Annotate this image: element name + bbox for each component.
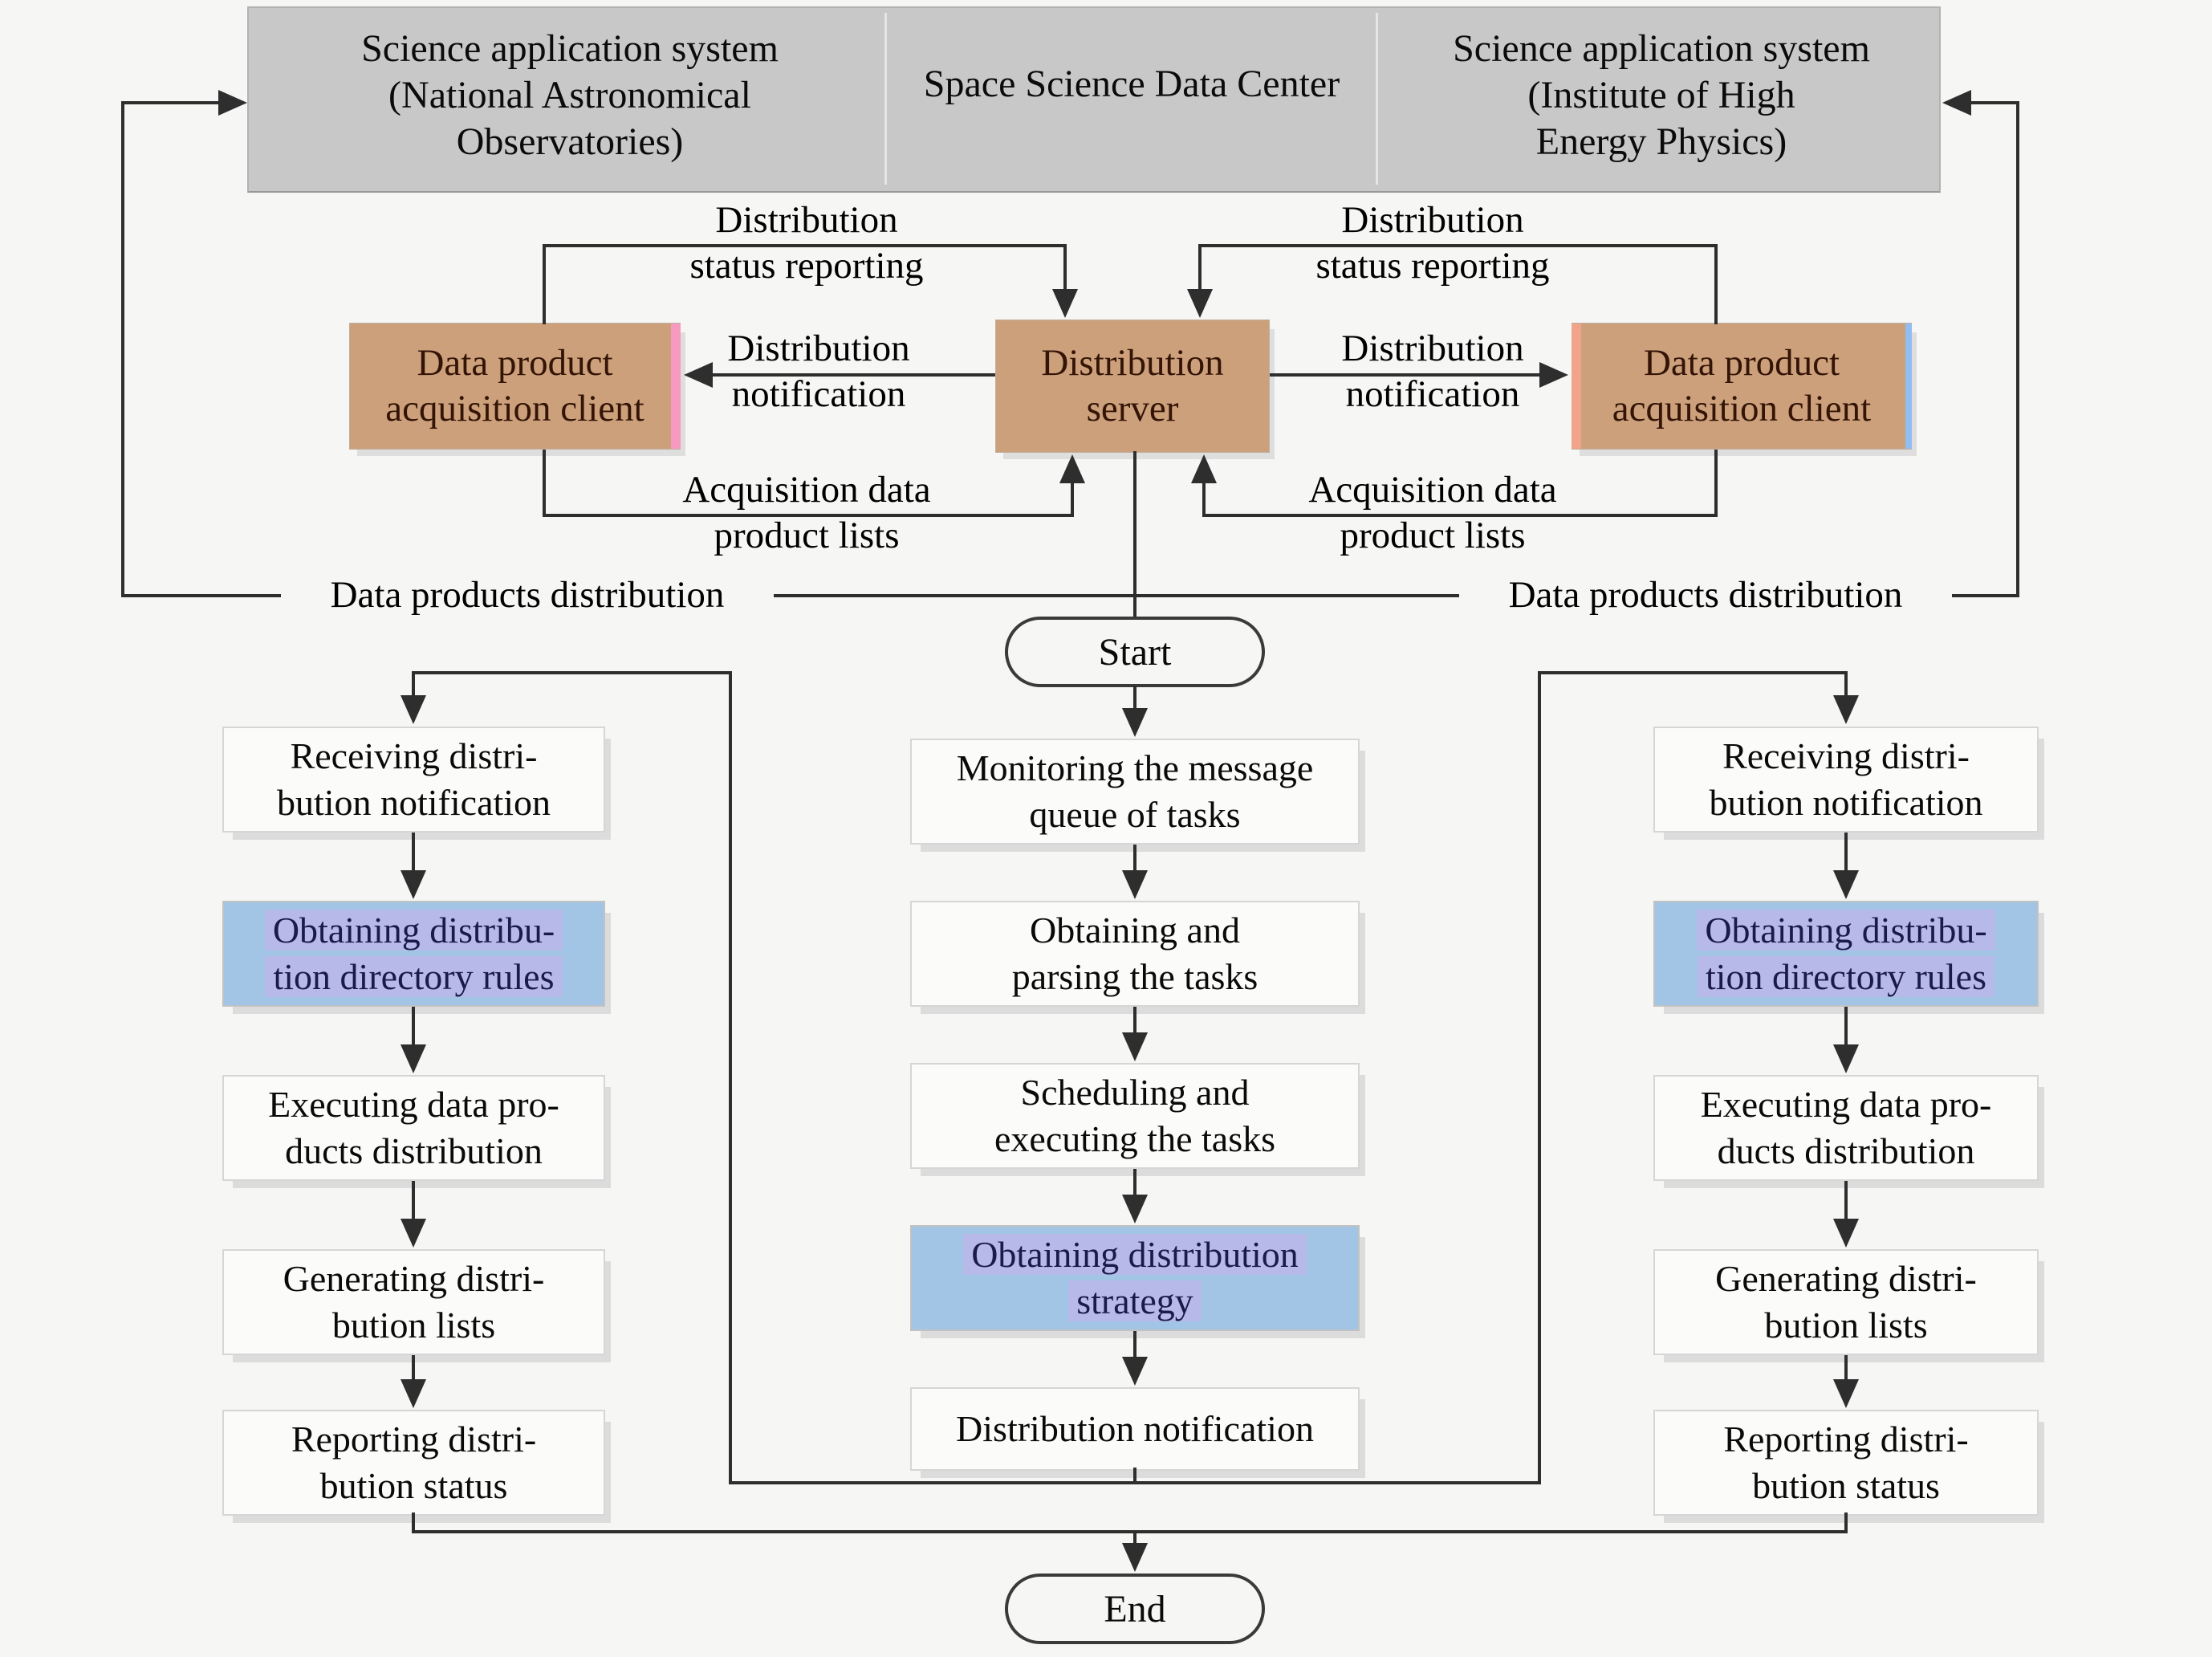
flow-box-line: Generating distri- (283, 1258, 545, 1299)
arrowhead-down (1122, 1543, 1148, 1572)
left-client-line: acquisition client (385, 388, 644, 430)
flow-box-line: Monitoring the message (956, 747, 1314, 788)
flow-box-line: bution lists (1764, 1305, 1928, 1346)
flow-box-line: Receiving distri- (1722, 735, 1970, 776)
arrowhead-down (1122, 708, 1148, 737)
connector-line (2016, 101, 2019, 597)
flow-box-right-reporting (1653, 1410, 2039, 1516)
start-node (1005, 617, 1265, 687)
flow-box-monitoring (910, 739, 1360, 845)
edge-label-line: status reporting (1315, 245, 1550, 287)
flow-box-line: executing the tasks (994, 1118, 1275, 1159)
flow-box-right-generating (1653, 1249, 2039, 1355)
connector-line (1714, 450, 1718, 517)
flow-box-right-directory-rules (1653, 901, 2039, 1007)
connector-line (1714, 244, 1718, 324)
flow-box-line: bution notification (1709, 782, 1983, 823)
flow-box-line: Executing data pro- (1700, 1084, 1992, 1125)
arrowhead-right (218, 90, 247, 116)
flow-box-parsing (910, 901, 1360, 1007)
flow-box-scheduling (910, 1063, 1360, 1169)
connector-line (1538, 671, 1541, 1484)
connector-line (412, 833, 415, 875)
arrowhead-up (1191, 454, 1217, 483)
center-title (883, 61, 1380, 108)
flow-box-left-directory-rules (222, 901, 605, 1007)
connector-line (1538, 671, 1848, 674)
label-data-products-distribution-left: Data products distribution (281, 570, 774, 620)
edge-label-line: product lists (714, 515, 900, 556)
edge-label-left-acquisition (618, 467, 995, 559)
flow-box-line: strategy (1068, 1280, 1202, 1321)
arrowhead-down (1122, 1195, 1148, 1223)
connector-line (412, 671, 732, 674)
connector-line (412, 671, 415, 698)
flow-box-strategy (910, 1225, 1360, 1331)
flow-box-distribution-notification (910, 1387, 1360, 1471)
arrowhead-down (1833, 695, 1859, 724)
flow-box-right-receiving (1653, 727, 2039, 833)
connector-line (729, 1481, 1541, 1484)
left-system-line: (National Astronomical (388, 74, 751, 116)
edge-label-right-acquisition (1244, 467, 1621, 559)
left-system-line: Observatories) (456, 120, 684, 163)
edge-label-line: notification (1345, 373, 1520, 415)
flow-box-line: ducts distribution (1717, 1130, 1975, 1171)
connector-line (412, 1181, 415, 1223)
edge-label-right-notification (1256, 326, 1609, 417)
edge-label-line: Distribution (715, 199, 898, 241)
flow-box-right-executing (1653, 1075, 2039, 1181)
end-node (1005, 1574, 1265, 1644)
flow-box-line: Distribution notification (956, 1408, 1314, 1449)
left-system-title (273, 26, 867, 165)
connector-line (1844, 1181, 1848, 1223)
arrowhead-down (401, 870, 426, 899)
distribution-server-box (995, 320, 1270, 453)
arrowhead-down (1122, 1357, 1148, 1386)
arrowhead-down (1122, 1032, 1148, 1061)
header-bar (247, 6, 1941, 193)
edge-label-line: Distribution (1341, 199, 1524, 241)
right-system-line: Science application system (1453, 27, 1870, 70)
arrowhead-down (1833, 870, 1859, 899)
connector-line (121, 101, 124, 597)
edge-label-right-status (1244, 197, 1621, 289)
right-client-line: acquisition client (1612, 388, 1872, 430)
right-system-line: (Institute of High (1527, 74, 1795, 116)
connector-line (1202, 483, 1206, 517)
connector-line (1844, 671, 1848, 698)
arrowhead-down (1052, 289, 1078, 318)
flow-box-line: Obtaining distribution (963, 1234, 1307, 1275)
edge-label-line: notification (731, 373, 906, 415)
flow-box-line: Executing data pro- (268, 1084, 559, 1125)
right-client-box (1572, 323, 1912, 450)
arrowhead-up (1059, 454, 1085, 483)
center-title-text: Space Science Data Center (923, 63, 1340, 105)
connector-line (543, 450, 546, 517)
connector-line (412, 1007, 415, 1049)
arrowhead-down (1833, 1379, 1859, 1408)
flow-box-line: bution notification (276, 782, 551, 823)
arrowhead-down (401, 1219, 426, 1248)
flow-box-line: Obtaining distribu- (1697, 910, 1994, 951)
edge-label-line: product lists (1340, 515, 1526, 556)
flow-box-line: Obtaining and (1030, 910, 1240, 951)
start-label: Start (1098, 630, 1172, 674)
blue-edge-strip (1905, 324, 1912, 449)
edge-label-line: Acquisition data (682, 469, 931, 511)
flow-box-left-receiving (222, 727, 605, 833)
edge-label-left-status (618, 197, 995, 289)
right-system-line: Energy Physics) (1535, 120, 1787, 163)
arrowhead-down (401, 695, 426, 724)
connector-line (1198, 244, 1202, 292)
flow-box-line: Reporting distri- (291, 1419, 537, 1460)
server-line: server (1086, 388, 1179, 430)
connector-line (1968, 101, 2019, 104)
flow-box-line: Obtaining distribu- (265, 910, 563, 951)
connector-line (1133, 451, 1136, 617)
connector-line (729, 671, 732, 1484)
flow-box-line: Reporting distri- (1723, 1419, 1969, 1460)
connector-line (543, 244, 546, 324)
left-system-line: Science application system (361, 27, 779, 70)
edge-label-left-notification (642, 326, 995, 417)
end-label: End (1104, 1587, 1166, 1631)
arrowhead-down (1833, 1044, 1859, 1073)
flow-box-line: bution lists (331, 1305, 496, 1346)
arrowhead-down (1187, 289, 1213, 318)
connector-line (1063, 244, 1067, 292)
flow-box-line: Generating distri- (1715, 1258, 1977, 1299)
connector-line (412, 1530, 1848, 1533)
connector-line (121, 101, 226, 104)
left-client-box (349, 323, 681, 450)
flow-box-line: bution status (319, 1465, 508, 1506)
arrowhead-down (401, 1379, 426, 1408)
flow-box-line: Scheduling and (1020, 1072, 1250, 1113)
edge-label-line: status reporting (689, 245, 924, 287)
flow-box-line: parsing the tasks (1011, 956, 1258, 997)
flow-box-line: tion directory rules (1698, 956, 1994, 997)
edge-label-line: Distribution (727, 328, 910, 369)
connector-line (1844, 833, 1848, 875)
right-client-line: Data product (1643, 342, 1840, 384)
flow-box-line: bution status (1752, 1465, 1940, 1506)
arrowhead-down (401, 1044, 426, 1073)
flow-box-line: queue of tasks (1029, 794, 1241, 835)
flow-box-line: tion directory rules (265, 956, 562, 997)
flow-box-left-executing (222, 1075, 605, 1181)
flow-box-left-generating (222, 1249, 605, 1355)
left-client-line: Data product (417, 342, 613, 384)
arrowhead-left (1942, 90, 1971, 116)
arrowhead-down (1833, 1219, 1859, 1248)
label-data-products-distribution-right: Data products distribution (1459, 570, 1952, 620)
connector-line (1071, 483, 1074, 517)
connector-line (1844, 1007, 1848, 1049)
arrowhead-down (1122, 870, 1148, 899)
flow-box-line: ducts distribution (285, 1130, 543, 1171)
right-system-title (1397, 26, 1926, 165)
server-line: Distribution (1041, 342, 1224, 384)
flow-box-left-reporting (222, 1410, 605, 1516)
flow-box-line: Receiving distri- (290, 735, 538, 776)
edge-label-line: Distribution (1341, 328, 1524, 369)
edge-label-line: Acquisition data (1308, 469, 1557, 511)
